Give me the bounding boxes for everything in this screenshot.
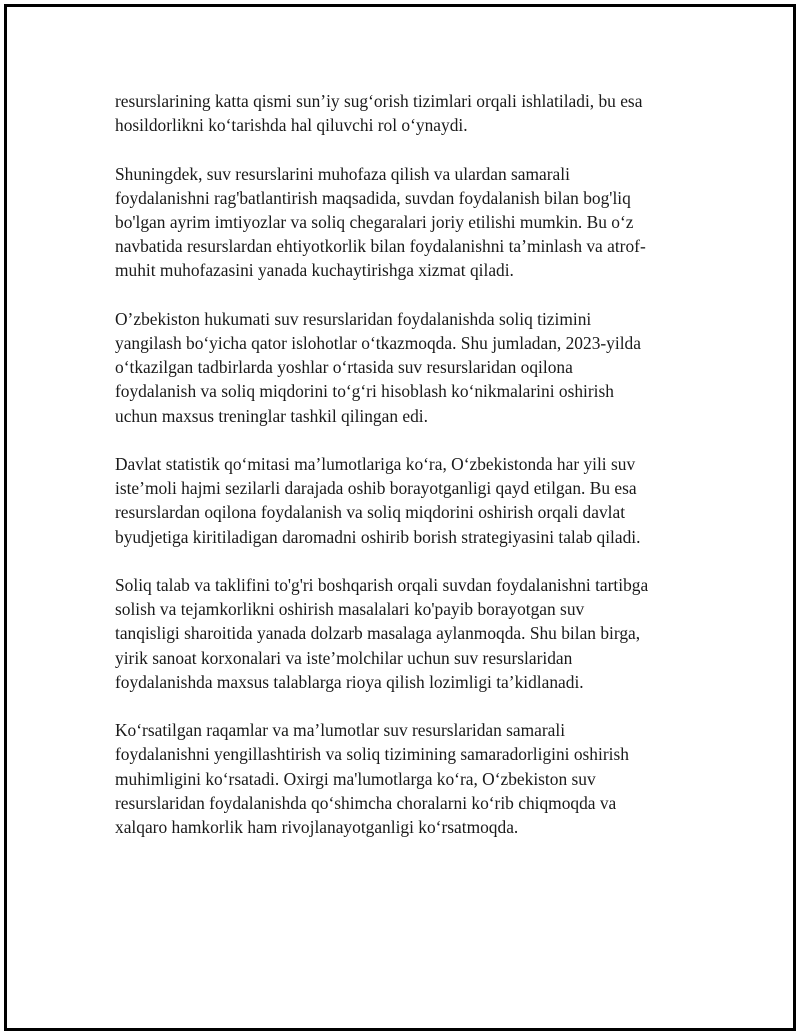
text-line: Ko‘rsatilgan raqamlar va ma’lumotlar suv resurslaridan samarali: [115, 720, 566, 741]
text-line: resurslardan oqilona foydalanish va soliq miqdorini oshirish orqali davlat: [115, 502, 626, 523]
paragraph-4: [115, 452, 690, 549]
text-line: solish va tejamkorlikni oshirish masalalari ko'payib borayotgan suv: [115, 599, 585, 620]
text-line: iste’moli hajmi sezilarli darajada oshib borayotganligi qayd etilgan. Bu esa: [115, 478, 637, 499]
paragraph-5: [115, 573, 690, 694]
text-line: O’zbekiston hukumati suv resurslaridan foydalanishda soliq tizimini: [115, 308, 592, 329]
text-line: Shuningdek, suv resurslarini muhofaza qilish va ulardan samarali: [115, 163, 570, 184]
text-line: navbatida resurslardan ehtiyotkorlik bilan foydalanishni ta’minlash va atrof-: [115, 236, 646, 257]
paragraph-6: [115, 718, 690, 839]
text-line: muhimligini ko‘rsatadi. Oxirgi ma'lumotlarga ko‘ra, O‘zbekiston suv: [115, 768, 596, 789]
text-line: yirik sanoat korxonalari va iste’molchilar uchun suv resurslaridan: [115, 647, 573, 668]
text-line: foydalanishda maxsus talablarga rioya qilish lozimligi ta’kidlanadi.: [115, 671, 584, 692]
text-line: xalqaro hamkorlik ham rivojlanayotganligi ko‘rsatmoqda.: [115, 817, 519, 838]
text-line: o‘tkazilgan tadbirlarda yoshlar o‘rtasida suv resurslaridan oqilona: [115, 357, 573, 378]
text-line: uchun maxsus treninglar tashkil qilingan edi.: [115, 405, 428, 426]
text-line: Davlat statistik qo‘mitasi ma’lumotlariga ko‘ra, O‘zbekistonda har yili suv: [115, 454, 636, 474]
document-body: [115, 89, 690, 863]
text-line: foydalanish va soliq miqdorini to‘g‘ri hisoblash ko‘nikmalarini oshirish: [115, 381, 614, 402]
text-line: resurslarining katta qismi sun’iy sug‘orish tizimlari orqali ishlatiladi, bu esa: [115, 91, 643, 111]
paragraph-1: [115, 89, 690, 137]
paragraph-3: [115, 307, 690, 428]
text-line: resurslaridan foydalanishda qo‘shimcha choralarni ko‘rib chiqmoqda va: [115, 792, 617, 813]
text-line: yangilash bo‘yicha qator islohotlar o‘tkazmoqda. Shu jumladan, 2023-yilda: [115, 333, 641, 353]
text-line: hosildorlikni ko‘tarishda hal qiluvchi rol o‘ynaydi.: [115, 115, 468, 136]
text-line: tanqisligi sharoitida yanada dolzarb masalaga aylanmoqda. Shu bilan birga,: [115, 623, 641, 644]
text-line: Soliq talab va taklifini to'g'ri boshqarish orqali suvdan foydalanishni tartibga: [115, 575, 649, 595]
paragraph-2: [115, 162, 690, 283]
text-line: foydalanishni yengillashtirish va soliq tizimining samaradorligini oshirish: [115, 744, 629, 765]
text-line: byudjetiga kiritiladigan daromadni oshirib borish strategiyasini talab qiladi.: [115, 526, 641, 547]
text-line: bo'lgan ayrim imtiyozlar va soliq chegaralari joriy etilishi mumkin. Bu o‘z: [115, 212, 634, 232]
text-line: foydalanishni rag'batlantirish maqsadida, suvdan foydalanish bilan bog'liq: [115, 187, 631, 208]
text-line: muhit muhofazasini yanada kuchaytirishga xizmat qiladi.: [115, 260, 514, 281]
